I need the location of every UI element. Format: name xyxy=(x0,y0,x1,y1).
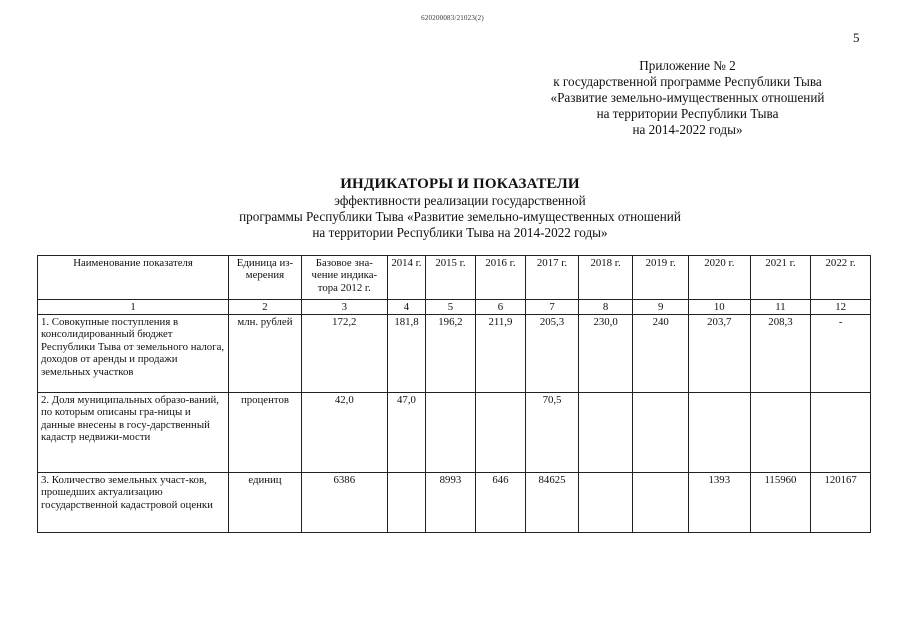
appendix-line: к государственной программе Республики Тыва xyxy=(553,74,822,89)
value-2019 xyxy=(633,473,689,533)
value-2019: 240 xyxy=(633,315,689,393)
column-index: 9 xyxy=(633,300,689,315)
document-id: 620200083/21023(2) xyxy=(421,14,484,22)
indicator-unit: единиц xyxy=(229,473,302,533)
value-2016: 211,9 xyxy=(475,315,526,393)
header-cell-2022: 2022 г. xyxy=(811,256,871,300)
value-2017: 205,3 xyxy=(526,315,579,393)
heading-line: на территории Республики Тыва на 2014-2022 годы» xyxy=(312,225,608,240)
value-2018 xyxy=(578,393,633,473)
value-2022: 120167 xyxy=(811,473,871,533)
value-2018 xyxy=(578,473,633,533)
column-index: 11 xyxy=(750,300,811,315)
header-cell-2015: 2015 г. xyxy=(426,256,476,300)
indicator-unit: млн. рублей xyxy=(229,315,302,393)
value-2020: 1393 xyxy=(688,473,750,533)
value-2016 xyxy=(475,393,526,473)
column-index: 4 xyxy=(387,300,425,315)
column-index: 8 xyxy=(578,300,633,315)
value-2018: 230,0 xyxy=(578,315,633,393)
heading-line: программы Республики Тыва «Развитие земельно-имущественных отношений xyxy=(239,209,681,224)
page-number: 5 xyxy=(853,30,860,45)
column-index-row xyxy=(38,300,871,315)
indicator-name: 3. Количество земельных участ-ков, прошедших актуализацию государственной кадастровой оценки xyxy=(38,473,229,533)
header-cell-2014: 2014 г. xyxy=(387,256,425,300)
indicator-name: 1. Совокупные поступления в консолидированный бюджет Республики Тыва от земельного налога, доходов от аренды и продажи земельных участков xyxy=(38,315,229,393)
column-index: 6 xyxy=(475,300,526,315)
indicators-table xyxy=(37,255,871,533)
header-cell-base: Базовое зна-чение индика-тора 2012 г. xyxy=(301,256,387,300)
appendix-line: Приложение № 2 xyxy=(639,58,736,73)
value-2022 xyxy=(811,393,871,473)
column-index: 3 xyxy=(301,300,387,315)
table-row xyxy=(38,315,871,393)
table-header-row xyxy=(38,256,871,300)
indicator-base-value: 172,2 xyxy=(301,315,387,393)
header-cell-2019: 2019 г. xyxy=(633,256,689,300)
value-2022: - xyxy=(811,315,871,393)
header-cell-unit: Единица из-мерения xyxy=(229,256,302,300)
heading-line: эффективности реализации государственной xyxy=(334,193,586,208)
value-2017: 70,5 xyxy=(526,393,579,473)
header-cell-2021: 2021 г. xyxy=(750,256,811,300)
document-heading xyxy=(180,176,740,241)
column-index: 12 xyxy=(811,300,871,315)
value-2014: 181,8 xyxy=(387,315,425,393)
indicator-base-value: 6386 xyxy=(301,473,387,533)
table-row xyxy=(38,393,871,473)
appendix-block xyxy=(520,58,855,138)
appendix-line: на территории Республики Тыва xyxy=(596,106,779,121)
value-2016: 646 xyxy=(475,473,526,533)
header-cell-2020: 2020 г. xyxy=(688,256,750,300)
value-2015: 196,2 xyxy=(426,315,476,393)
value-2020: 203,7 xyxy=(688,315,750,393)
column-index: 5 xyxy=(426,300,476,315)
column-index: 10 xyxy=(688,300,750,315)
value-2015: 8993 xyxy=(426,473,476,533)
column-index: 7 xyxy=(526,300,579,315)
value-2014 xyxy=(387,473,425,533)
header-cell-2016: 2016 г. xyxy=(475,256,526,300)
header-cell-name: Наименование показателя xyxy=(38,256,229,300)
column-index: 1 xyxy=(38,300,229,315)
value-2021: 115960 xyxy=(750,473,811,533)
value-2017: 84625 xyxy=(526,473,579,533)
value-2014: 47,0 xyxy=(387,393,425,473)
value-2015 xyxy=(426,393,476,473)
appendix-line: «Развитие земельно-имущественных отношений xyxy=(550,90,825,105)
value-2019 xyxy=(633,393,689,473)
value-2020 xyxy=(688,393,750,473)
table-row xyxy=(38,473,871,533)
indicator-name: 2. Доля муниципальных образо-ваний, по которым описаны гра-ницы и данные внесены в госу-дарственный кадастр недвижи-мости xyxy=(38,393,229,473)
header-cell-2017: 2017 г. xyxy=(526,256,579,300)
document-title: ИНДИКАТОРЫ И ПОКАЗАТЕЛИ xyxy=(340,176,580,192)
value-2021 xyxy=(750,393,811,473)
header-cell-2018: 2018 г. xyxy=(578,256,633,300)
appendix-line: на 2014-2022 годы» xyxy=(632,122,743,137)
value-2021: 208,3 xyxy=(750,315,811,393)
indicator-unit: процентов xyxy=(229,393,302,473)
indicator-base-value: 42,0 xyxy=(301,393,387,473)
column-index: 2 xyxy=(229,300,302,315)
